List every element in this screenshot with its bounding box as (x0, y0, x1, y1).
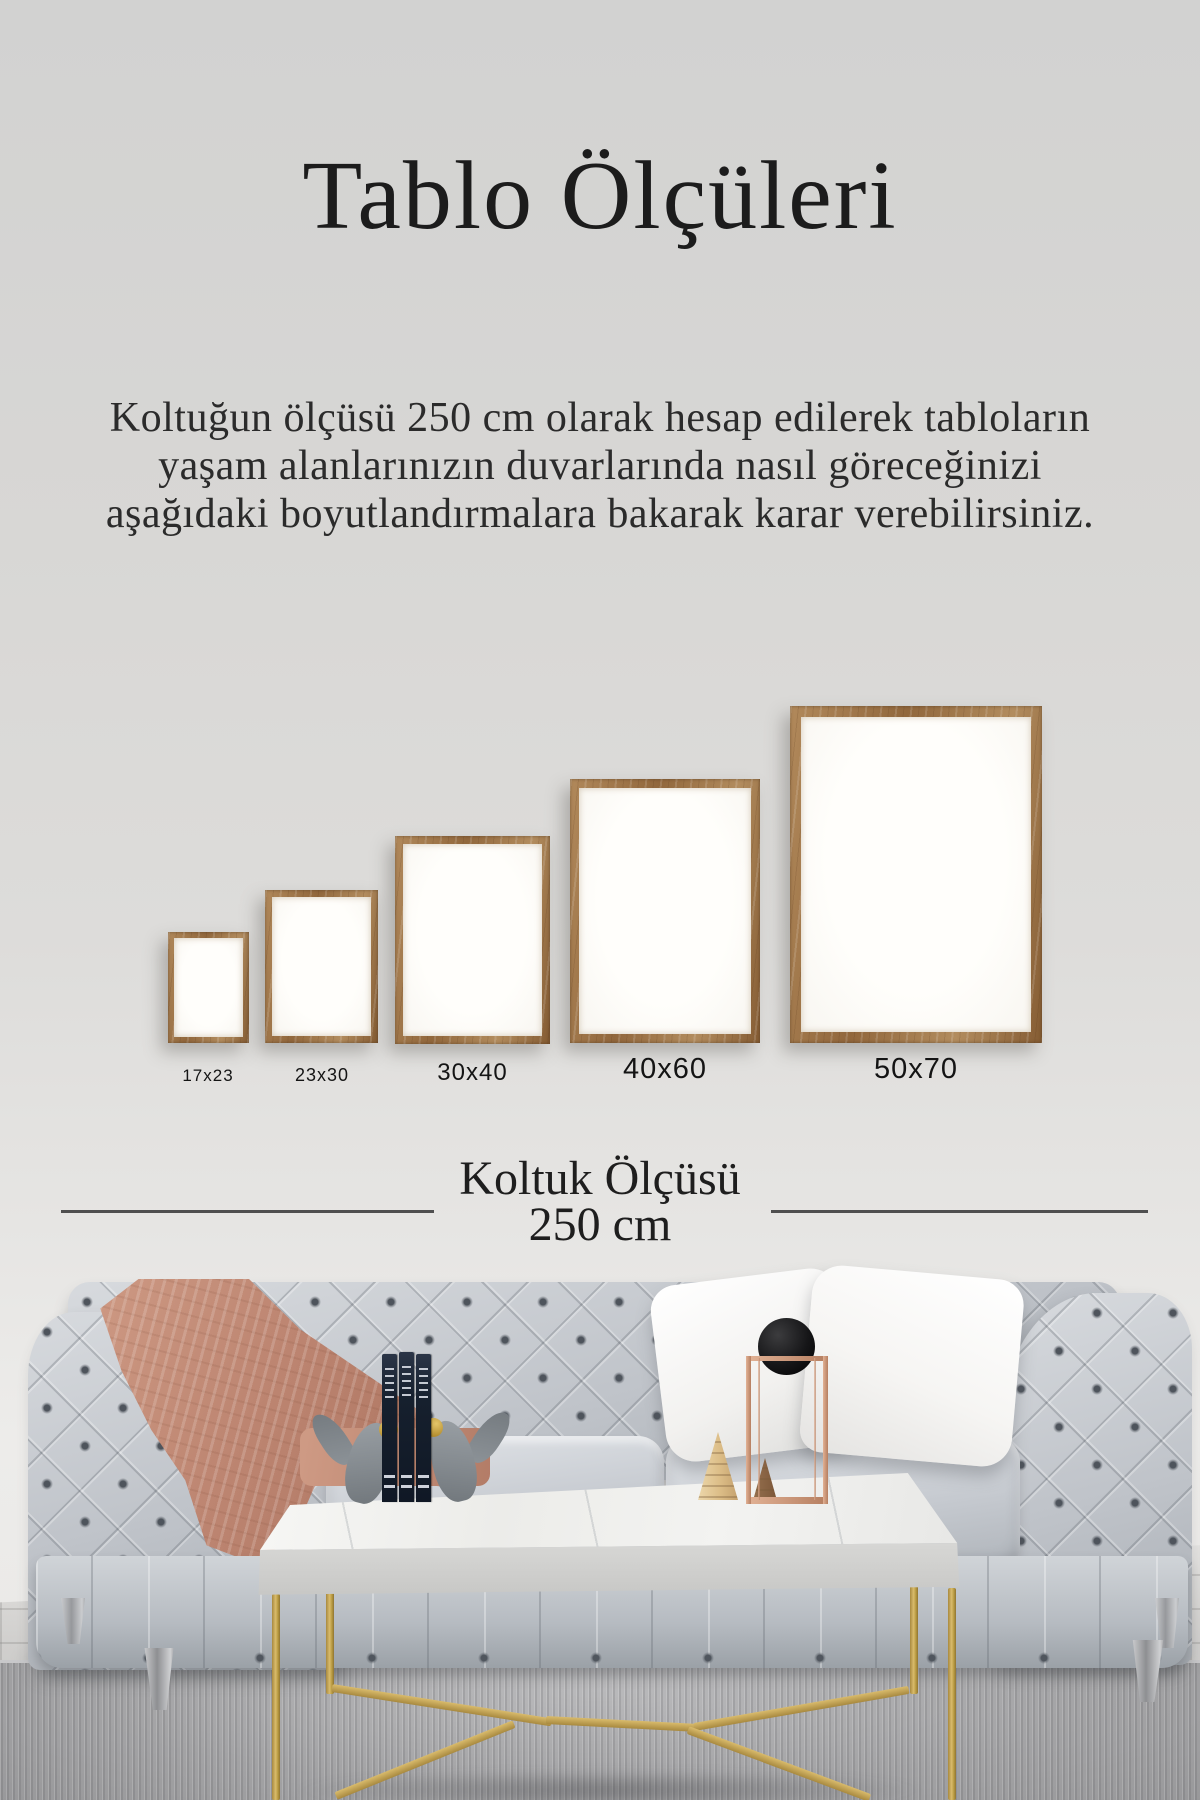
book-spine-text (385, 1368, 394, 1398)
book-spine (416, 1354, 431, 1502)
book-spine-band (418, 1475, 429, 1478)
lantern-frame-bar (758, 1358, 760, 1500)
table-leg-front-right (948, 1588, 956, 1800)
book-spine-band (384, 1475, 395, 1478)
intro-paragraph (0, 394, 1200, 538)
book-spine-text (402, 1366, 411, 1396)
frame-size-label-30x40: 30x40 (437, 1059, 508, 1086)
frame-size-label-50x70: 50x70 (873, 1053, 958, 1085)
frame-size-label-17x23: 17x23 (182, 1066, 234, 1085)
sofa-measure-value: 250 cm (528, 1198, 672, 1251)
rose-gold-lantern (746, 1356, 828, 1504)
table-leg-front-left (272, 1594, 280, 1800)
intro-line-2: yaşam alanlarınızın duvarlarında nasıl göreceğinizi (158, 443, 1042, 489)
book-spine-text (419, 1368, 428, 1398)
frame-blank-canvas (272, 897, 371, 1036)
table-leg-back-left (326, 1590, 334, 1694)
book-spine-band (401, 1475, 412, 1478)
white-pillow-right (798, 1263, 1026, 1469)
frame-blank-canvas (801, 717, 1031, 1032)
picture-frame-50x70 (790, 706, 1042, 1043)
picture-frame-23x30 (265, 890, 378, 1043)
picture-frame-30x40 (395, 836, 550, 1044)
lantern-frame-bar (746, 1356, 751, 1504)
book-spine (382, 1354, 397, 1502)
frame-blank-canvas (403, 844, 542, 1036)
page-title: Tablo Ölçüleri (302, 142, 898, 250)
picture-frame-17x23 (168, 932, 249, 1043)
frame-blank-canvas (579, 788, 751, 1034)
seal-bookend-right (426, 1406, 504, 1506)
intro-line-3: aşağıdaki boyutlandırmalara bakarak karar verebilirsiniz. (105, 491, 1095, 537)
sofa-measure-label: Koltuk Ölçüsü (459, 1152, 741, 1205)
picture-frame-40x60 (570, 779, 760, 1043)
table-leg-back-right (910, 1586, 918, 1694)
intro-line-1: Koltuğun ölçüsü 250 cm olarak hesap edilerek tabloların (109, 395, 1091, 441)
frame-size-label-23x30: 23x30 (294, 1065, 350, 1085)
frame-blank-canvas (174, 938, 243, 1037)
book-spine (399, 1352, 414, 1502)
frame-size-label-40x60: 40x60 (622, 1053, 707, 1085)
lantern-frame-bar (814, 1358, 816, 1500)
lantern-frame-bar (823, 1356, 828, 1504)
